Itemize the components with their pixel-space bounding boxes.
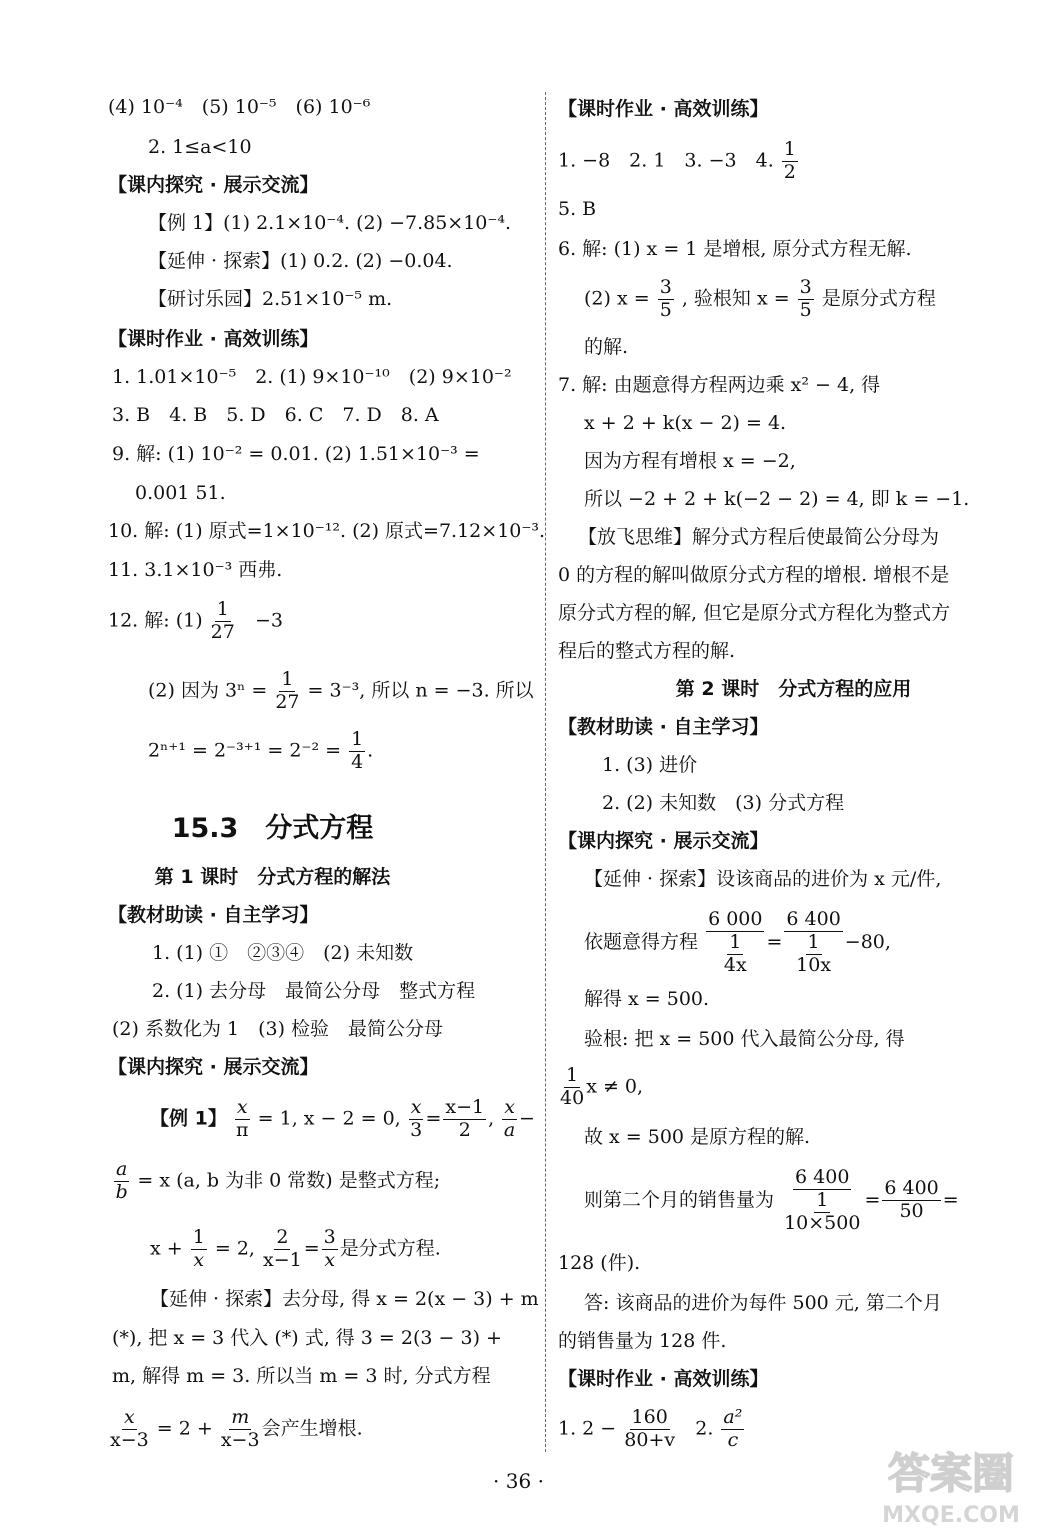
answer-line: (4) 10⁻⁴ (5) 10⁻⁵ (6) 10⁻⁶ (108, 96, 371, 118)
answer-line: 的销售量为 128 件. (558, 1330, 727, 1352)
section-header: 【课内探究 · 展示交流】 (558, 830, 769, 852)
answer-line: 6. 解: (1) x = 1 是增根, 原分式方程无解. (558, 238, 912, 260)
fraction: $\frac{160}{80+v}$ (624, 1406, 676, 1451)
answer-line: 程后的整式方程的解. (558, 640, 736, 662)
fraction: $\frac{x}{x-3}$ (110, 1406, 149, 1451)
answer-line: 【放飞思维】解分式方程后使最简公分母为 (578, 526, 940, 548)
answer-line: (*), 把 x = 3 代入 (*) 式, 得 3 = 2(3 − 3) + (112, 1327, 502, 1349)
answer-line: 依题意得方程 $\frac{6 000}{\frac{1}{4x}}$ = $\frac{6 400}{\frac{1}{10x}}$ −80, (584, 908, 891, 976)
answer-line: 【研讨乐园】2.51×10⁻⁵ m. (148, 288, 393, 310)
answer-line: x + 2 + k(x − 2) = 4. (584, 412, 787, 434)
answer-line: 1. (1) ① ②③④ (2) 未知数 (152, 942, 414, 964)
fraction: $\frac{x}{a}$ (503, 1096, 516, 1141)
answer-line: 2. (2) 未知数 (3) 分式方程 (602, 792, 845, 814)
answer-line: 1. 1.01×10⁻⁵ 2. (1) 9×10⁻¹⁰ (2) 9×10⁻² (112, 366, 512, 388)
answer-line: 10. 解: (1) 原式=1×10⁻¹². (2) 原式=7.12×10⁻³. (108, 520, 546, 542)
answer-line: 则第二个月的销售量为 $\frac{6 400}{\frac{1}{10\times 500}}$ = $\frac{6 400}{50}$ = (584, 1166, 959, 1234)
section-header: 【课时作业 · 高效训练】 (108, 328, 319, 350)
answer-line: x + $\frac{1}{x}$ = 2, $\frac{2}{x-1}$ = $\frac{3}{x}$ 是分式方程. (150, 1226, 441, 1271)
fraction: $\frac{x}{\pi}$ (236, 1096, 249, 1141)
watermark-logo (876, 1440, 1026, 1530)
fraction: $\frac{6 000}{\frac{1}{4x}}$ (708, 908, 763, 976)
answer-line: 故 x = 500 是原方程的解. (584, 1126, 811, 1148)
fraction: $\frac{3}{5}$ (799, 276, 812, 321)
fraction: $\frac{1}{10x}$ (796, 930, 832, 976)
fraction: $\frac{1}{x}$ (192, 1226, 205, 1271)
answer-line: 1. (3) 进价 (602, 754, 698, 776)
answer-line: 12. 解: (1) $\frac{1}{27}$ −3 (108, 598, 283, 643)
answer-line: m, 解得 m = 3. 所以当 m = 3 时, 分式方程 (112, 1365, 491, 1387)
section-header: 【课时作业 · 高效训练】 (558, 1368, 769, 1390)
answer-line: 答: 该商品的进价为每件 500 元, 第二个月 (584, 1292, 942, 1314)
answer-line: 的解. (584, 336, 629, 358)
answer-line: 5. B (558, 198, 597, 220)
fraction: $\frac{1}{27}$ (210, 598, 235, 643)
fraction: $\frac{x-1}{2}$ (445, 1096, 485, 1141)
answer-line: 因为方程有增根 x = −2, (584, 450, 796, 472)
answer-line: $\frac{1}{40}$ x ≠ 0, (560, 1064, 644, 1109)
fraction: $\frac{6 400}{\frac{1}{10x}}$ (786, 908, 841, 976)
answer-line: 2. (1) 去分母 最简公分母 整式方程 (152, 980, 476, 1002)
watermark-text: 答案圈 (887, 1449, 1015, 1498)
answer-line: 原分式方程的解, 但它是原分式方程化为整式方 (558, 602, 951, 624)
answer-line: 128 (件). (558, 1252, 641, 1274)
answer-line: (2) 因为 3ⁿ = $\frac{1}{27}$ = 3⁻³, 所以 n = −3. 所以 (148, 668, 534, 713)
fraction: $\frac{1}{40}$ (560, 1064, 585, 1109)
fraction: $\frac{6 400}{50}$ (884, 1177, 939, 1223)
section-title: 15.3 分式方程 (171, 813, 374, 844)
fraction: $\frac{6 400}{\frac{1}{10\times 500}}$ (784, 1166, 861, 1234)
fraction: $\frac{m}{x-3}$ (220, 1406, 260, 1451)
section-header: 【课内探究 · 展示交流】 (108, 174, 319, 196)
section-header: 【教材助读 · 自主学习】 (108, 904, 319, 926)
answer-line: 【例 1】(1) 2.1×10⁻⁴. (2) −7.85×10⁻⁴. (148, 212, 512, 234)
answer-line: 0 的方程的解叫做原分式方程的增根. 增根不是 (558, 564, 950, 586)
fraction: $\frac{\text{a²}}{c}$ (723, 1406, 743, 1451)
answer-line: 【例 1】 $\frac{x}{\pi}$ = 1, x − 2 = 0, $\frac{x}{3}$ = $\frac{x-1}{2}$ , $\frac{x}{a}$ − (150, 1096, 535, 1141)
answer-line: (2) x = $\frac{3}{5}$ , 验根知 x = $\frac{3}{5}$ 是原分式方程 (584, 276, 936, 321)
answer-line: 解得 x = 500. (584, 988, 710, 1010)
fraction: $\frac{1}{27}$ (275, 668, 300, 713)
answer-line: 7. 解: 由题意得方程两边乘 x² − 4, 得 (558, 374, 881, 396)
column-divider (545, 92, 546, 1452)
answer-line: 11. 3.1×10⁻³ 西弗. (108, 559, 283, 581)
answer-line: 1. 2 − $\frac{160}{80+v}$ 2. $\frac{\text{a²}}{c}$ (558, 1406, 743, 1451)
answer-line: 0.001 51. (135, 482, 226, 504)
answer-line: 【延伸 · 探索】设该商品的进价为 x 元/件, (584, 868, 942, 890)
fraction: $\frac{1}{2}$ (783, 138, 796, 183)
answer-line: $\frac{x}{x-3}$ = 2 + $\frac{m}{x-3}$ 会产生增根. (110, 1406, 363, 1451)
section-header: 【课时作业 · 高效训练】 (558, 98, 769, 120)
fraction: $\frac{2}{x-1}$ (263, 1226, 302, 1271)
fraction: $\frac{3}{5}$ (659, 276, 672, 321)
page-number: · 36 · (493, 1469, 544, 1493)
fraction: $\frac{1}{4}$ (351, 728, 364, 773)
fraction: $\frac{a}{b}$ (115, 1158, 128, 1203)
answer-line: 【延伸 · 探索】去分母, 得 x = 2(x − 3) + m (150, 1288, 539, 1310)
section-header: 【课内探究 · 展示交流】 (108, 1056, 319, 1078)
answer-line: 3. B 4. B 5. D 6. C 7. D 8. A (112, 404, 439, 426)
fraction: $\frac{1}{10\times 500}$ (784, 1188, 861, 1234)
lesson-title: 第 1 课时 分式方程的解法 (154, 866, 391, 888)
fraction: $\frac{x}{3}$ (410, 1096, 423, 1141)
answer-line: 验根: 把 x = 500 代入最简公分母, 得 (584, 1028, 905, 1050)
fraction: $\frac{1}{4x}$ (723, 930, 747, 976)
answer-line: 1. −8 2. 1 3. −3 4. $\frac{1}{2}$ (558, 138, 796, 183)
answer-line: 【延伸 · 探索】(1) 0.2. (2) −0.04. (148, 250, 453, 272)
fraction: $\frac{3}{x}$ (323, 1226, 336, 1271)
answer-line: 2. 1≤a<10 (148, 136, 252, 158)
answer-line: (2) 系数化为 1 (3) 检验 最简公分母 (112, 1018, 444, 1040)
watermark-url: MXQE.COM (882, 1503, 1020, 1528)
answer-line: 所以 −2 + 2 + k(−2 − 2) = 4, 即 k = −1. (584, 488, 970, 510)
lesson-title: 第 2 课时 分式方程的应用 (675, 678, 912, 700)
answer-line: 2ⁿ⁺¹ = 2⁻³⁺¹ = 2⁻² = $\frac{1}{4}$ . (148, 728, 374, 773)
answer-line: $\frac{a}{b}$ = x (a, b 为非 0 常数) 是整式方程; (115, 1158, 441, 1203)
answer-line: 9. 解: (1) 10⁻² = 0.01. (2) 1.51×10⁻³ = (112, 443, 480, 465)
section-header: 【教材助读 · 自主学习】 (558, 716, 769, 738)
